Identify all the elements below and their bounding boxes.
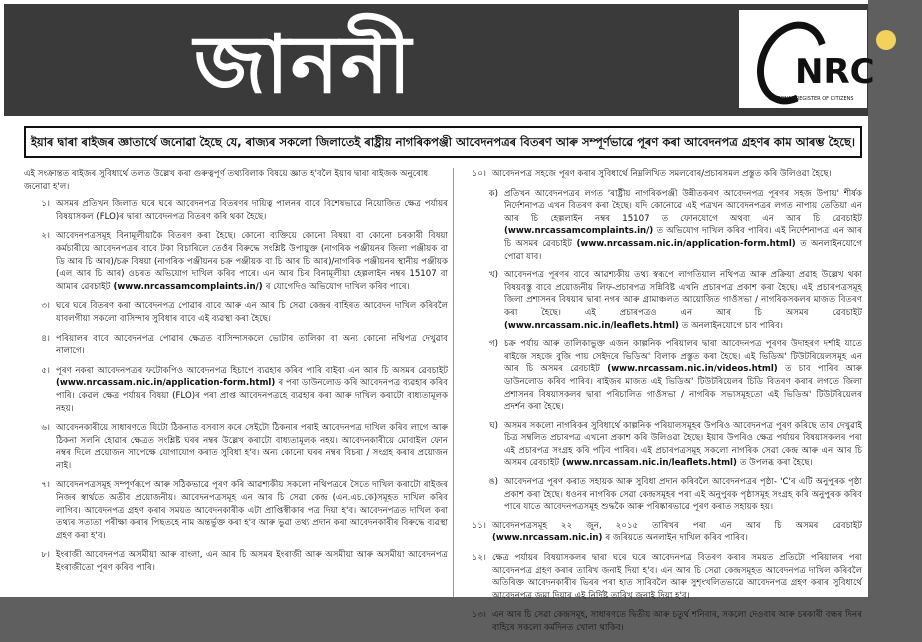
item-text-part: এন আৰ চি সেৱা কেন্দ্ৰসমূহ, সাধাৰণতে দ্বিতীয় আৰু চতুৰ্থ শনিবাৰ, সকলো দেওবাৰ আৰু চৰকাৰী বন্ধৰ দিনৰ বাহিৰে সকলো কৰ্মদিনত খোলা থাকিব। <box>492 610 862 633</box>
item-number: ৫। <box>41 365 50 376</box>
right-list-item <box>480 188 862 264</box>
item-text-part: চক্ৰ পৰ্যায় আৰু তালিকাভুক্ত এজন কাল্পনিক পৰিয়ালৰ দ্বাৰা আবেদনপত্ৰ পূৰণৰ উদাহৰণ দৰ্শাই যাতে ৰাইজে সহজে বুজি পায় সেইদৰে ভিডিঅ' বিলাক প্ৰস্তুত কৰা হৈছে। এই ভিডিঅ' টিউটৰিয়েলসমূহ এন আৰ চি অসমৰ ৱেবচাইট <box>504 339 863 375</box>
item-text-part: পৰিয়ালৰ বাবে আবেদনপত্ৰ পোৱাৰ ক্ষেত্ৰত বাসিন্দাসকলে ভোটাৰ তালিকা বা অন্য কোনো নথিপত্ৰ দেখুৱাব নালাগে। <box>56 333 448 357</box>
website-link[interactable]: (www.nrcassam.nic.in/leaflets.html) <box>504 320 682 331</box>
right-list-item <box>460 552 862 602</box>
left-list-item <box>24 549 448 574</box>
item-text-part: আবেদনপত্ৰসমূহ বিনামূলীয়াকৈ বিতৰণ কৰা হৈছে। কোনো ব্যক্তিয়ে কোনো বিষয়া বা কোনো চৰকাৰী বিষয়া কৰ্মচাৰীয়ে আবেদনপত্ৰৰ বাবে টকা বিচাৰিলে তেওঁৰ বিৰুদ্ধে সংশ্লিষ্ট উপায়ুক্ত (নাগৰিক পঞ্জীয়নৰ জিলা পঞ্জীয়ক বা ডি আৰ চি আৰ)/চক্ৰ বিষয়া (নাগৰিক পঞ্জীয়নৰ চক্ৰ পঞ্জীয়ক বা চি আৰ চি আৰ)/নাগৰিক পঞ্জীয়নৰ স্থানীয় পঞ্জীয়ক (এল আৰ চি আৰ) ওচৰত অভিযোগ দাখিল কৰিব পাৰে। এন আৰ চিৰ বিনামূলীয়া হেল্পলাইন নম্বৰ 15107 বা আমাৰ ৱেবচাইট <box>56 231 448 292</box>
website-link[interactable]: (www.nrcassam.nic.in/leaflets.html) <box>559 458 740 469</box>
item-text-part: ত উপলব্ধ কৰা হৈছে। <box>739 458 813 469</box>
item-text <box>492 552 862 602</box>
notice-box: ইয়াৰ দ্বাৰা ৰাইজৰ জ্ঞাতাৰ্থে জনোৱা হৈছে যে, ৰাজ্যৰ সকলো জিলাতেই ৰাষ্ট্ৰীয় নাগৰিকপঞ্জী আবেদনপত্ৰৰ বিতৰণ আৰু সম্পূৰ্ণভাৱে পূৰণ কৰা আবেদনপত্ৰ গ্ৰহণৰ কাম আৰম্ভ হৈছে। <box>24 126 862 158</box>
right-list-item <box>460 520 862 545</box>
right-column <box>460 168 862 642</box>
item-number: খ) <box>489 270 498 281</box>
item-number: ১। <box>41 199 50 210</box>
right-list-item <box>480 338 862 414</box>
item-text <box>504 338 862 414</box>
website-link[interactable]: (www.nrcassam.nic.in) <box>492 533 606 544</box>
item-text <box>56 198 448 223</box>
website-link[interactable]: (www.nrcassam.nic.in/videos.html) <box>599 364 786 375</box>
item-text <box>56 422 448 472</box>
column-divider <box>453 168 454 597</box>
left-list-item <box>24 422 448 472</box>
item-text-part: আবেদনপত্ৰসমূহ ২২ জুন, ২০১৫ তাৰিখৰ পৰা এন আৰ চি অসমৰ ৱেবচাইট <box>492 520 862 531</box>
item-text <box>56 230 448 293</box>
item-number: ৩। <box>41 301 50 312</box>
right-list-item <box>460 168 862 181</box>
left-column <box>24 168 448 582</box>
item-number: ৭। <box>41 480 50 491</box>
item-text <box>504 269 862 332</box>
left-list-item <box>24 230 448 293</box>
item-text-part: অসমৰ সকলো নাগৰিকৰ সুবিধাৰ্থে কাল্পনিক পৰিয়ালসমূহৰ উপৰিও আবেদনপত্ৰ পূৰণ কৰিছে তাৰ দেখুৱাই চিত্ৰ সম্বলিত প্ৰচাৰপত্ৰ এখনো প্ৰকাশ কৰি উলিওৱা হৈছে। ইয়াৰ উপৰিও ক্ষেত্ৰ পৰ্যায়ৰ বিষয়াসকলৰ পৰা এই প্ৰচাৰপত্ৰ সংগ্ৰহ কৰি পঢ়িব পাৰিব। এই প্ৰচাৰপত্ৰসমূহ সকলো নাগৰিক সেৱা কেন্দ্ৰ আৰু এন আৰ চি অসমৰ ৱেবচাইট <box>504 420 862 469</box>
item-text-part: ত চাব পাৰিব আৰু ডাউনলোড কৰিব পাৰিব। ৰাইজৰ মাজত এই ভিডিঅ' টিউটৰিয়েলৰ চিডি বিতৰণ কৰাৰ লগতে জিলা প্ৰশাসনৰ বিষয়াসকলৰ দ্বাৰা পৰিচালিত গাওঁসভা / নাগৰিক সভাসমূহতো এই ভিডিঅ' টিউটৰিয়েলৰ প্ৰদৰ্শন কৰা হৈছে। <box>504 364 862 413</box>
item-text-part: ত অনলাইনযোগে পোৱা যাব। <box>504 238 863 262</box>
item-number: ১২। <box>471 553 486 564</box>
item-text-part: ইংৰাজী আবেদনপত্ৰ অসমীয়া আৰু বাংলা, এন আৰ চি অসমৰ ইংৰাজী আৰু অসমীয়া আৰু অসমীয়া আবেদনপত্ৰ ইংৰাজীতো পূৰণ কৰিব পাৰি। <box>56 550 448 574</box>
item-text-part: পূৰণ নকৰা আবেদনপত্ৰৰ ফটোকপিও আবেদনপত্ৰ হিচাপে ব্যৱহাৰ কৰিব পাৰি বাইবা এন আৰ চি অসমৰ ৱেবচাইট <box>56 365 448 376</box>
item-text-part: আবেদনপত্ৰসমূহ সম্পূৰ্ণৰূপে আৰু সঠিকভাৱে পূৰণ কৰি আৱশ্যকীয় সকলো নথিপত্ৰৰে সৈতে দাখিল কৰাটো ৰাইজৰ নিজৰ স্বাৰ্থতে অতীব প্ৰয়োজনীয়। আবেদনপত্ৰসমূহ এন আৰ চি সেৱা কেন্দ্ৰ (এন.এচ.কে)সমূহত দাখিল কৰিব লাগিব। আবেদনপত্ৰ গ্ৰহণ কৰাৰ সময়ত আবেদনকাৰীক এটা প্ৰাপ্তিস্বীকাৰ পত্ৰ দিয়া হ'ব। আবেদনপত্ৰত দাখিল কৰা তথ্যৰ সত্যতা পৰীক্ষা কৰাৰ পিছতহে নাম অন্তৰ্ভুক্ত কৰা হ'ব আৰু ভুৱা তথ্য প্ৰদান কৰা আবেদনকাৰীৰ বিৰুদ্ধে ব্যৱস্থা গ্ৰহণ কৰা হ'ব। <box>56 480 448 541</box>
item-number: ১৩। <box>471 610 486 621</box>
item-number: ২। <box>41 231 50 242</box>
item-text <box>56 300 448 325</box>
item-text-part: ঘৰে ঘৰে বিতৰণ কৰা আবেদনপত্ৰ পোৱাৰ বাবে আৰু এন আৰ চি সেৱা কেন্দ্ৰৰ বাহিৰত আবেদন দাখিল কৰিবলৈ যাবলগীয়া সকলো বাসিন্দাৰ সুবিধাৰ বাবে এই ব্যৱস্থা কৰা হৈছে। <box>56 301 448 324</box>
item-text <box>504 420 862 470</box>
item-text <box>56 479 448 542</box>
item-text-part: আবেদনপত্ৰ পূৰণ কৰাত সহায়ক আৰু সুবিধা প্ৰদান কৰিবলৈ আবেদনপত্ৰৰ পৃষ্ঠা- 'C'ৰ এটি অনুপুৰক পৃষ্ঠা প্ৰকাশ কৰা হৈছে। ধওনৰ নাগৰিক সেৱা কেন্দ্ৰসমূহৰ পৰা এই অনুপুৰক পৃষ্ঠাসমূহ সংগ্ৰহ কৰি অনুপুৰক কৰিব পাৰে যাতে আবেদনপত্ৰসমূহ শুদ্ধকৈ আৰু পৰিষ্কাৰভাৱে পূৰণ কৰাত সহায়ক হয়। <box>504 477 862 513</box>
intro-text: এই সংক্ৰান্তত ৰাইজৰ সুবিধাৰ্থে তলত উল্লেখ কৰা গুৰুত্বপূৰ্ণ তথ্যবিলাক বিষয়ে জ্ঞাত হ'বলৈ ইয়াৰ দ্বাৰা ৰাইজক অনুৰোধ জনোৱা হ'ল। <box>24 169 429 192</box>
item-number: ৬। <box>41 423 50 434</box>
left-list-item <box>24 479 448 542</box>
left-list-item <box>24 198 448 223</box>
item-number: ১০। <box>471 169 486 179</box>
logo-text: NRC <box>795 52 875 92</box>
item-number: ৪। <box>41 333 50 344</box>
item-text <box>504 476 862 514</box>
lightbulb-icon[interactable] <box>876 30 896 50</box>
item-text <box>492 168 862 181</box>
item-text-part: আবেদনপত্ৰ পূৰণৰ বাবে আৱশ্যকীয় তথ্য স্বৰূপে লাগতিয়াল নথিপত্ৰ আৰু প্ৰক্ৰিয়া প্ৰৱাহ উল্লেখ থকা বিষয়বস্তু বাবে প্ৰয়োজনীয় লিফ-প্ৰচাৰপত্ৰ সন্নিবিষ্ট এখনি প্ৰচাৰপত্ৰ প্ৰকাশ কৰা হৈছে। এই প্ৰচাৰপত্ৰসমূহ জিলা প্ৰশাসনৰ বিষয়াৰ দ্বাৰা নগৰ আৰু গ্ৰামাঞ্চলত আয়োজিত গাওঁসভা / নাগৰিকসকলৰ মাজত বিতৰণ কৰা হৈছে। এই প্ৰচাৰপত্ৰও এন আৰ চি অসমৰ ৱেবচাইট <box>504 270 862 318</box>
page-title: জাননী <box>194 17 414 111</box>
item-text-part: অসমৰ প্ৰতিখন জিলাত ঘৰে ঘৰে আবেদনপত্ৰ বিতৰণৰ দায়িত্ব পালনৰ বাবে বিশেষভাৱে নিয়োজিত ক্ষেত্ৰ পৰ্যায়ৰ বিষয়াসকল (FLO)ৰ দ্বাৰা আবেদনপত্ৰ বিতৰণ কৰি থকা হৈছে। <box>56 199 448 222</box>
item-text <box>56 549 448 574</box>
item-text-part: আবেদনপত্ৰ সহজে পূৰণ কৰাৰ সুবিধাৰ্থে নিম্নলিখিত সমলবোৰ/প্ৰচাৰসমল প্ৰস্তুত কৰি উলিওৱা হৈছে। <box>492 169 832 179</box>
website-link[interactable]: (www.nrcassam.nic.in/application-form.html) <box>56 378 279 389</box>
item-text-part: ৰ পৰা ডাউনলোড কৰি আবেদনপত্ৰ ব্যৱহাৰ কৰিব পাৰি। কেৱল ক্ষেত্ৰ পৰ্যায়ৰ বিষয়া (FLO)ৰ পৰা প্ৰাপ্ত আবেদনপত্ৰহে ব্যৱহাৰ কৰা আৰু দাখিল কৰাটো বাধ্যতামূলক নহয়। <box>56 378 449 414</box>
item-text <box>56 333 448 358</box>
right-list-item <box>460 609 862 634</box>
item-text-part: প্ৰতিখন আবেদনপত্ৰৰ লগত 'ৰাষ্ট্ৰীয় নাগৰিকপঞ্জী উন্নীতকৰণ আবেদনপত্ৰ পূৰণৰ সহজ উপায়' শীৰ্ষক নিৰ্দেশনাপত্ৰ এখন বিতৰণ কৰা হৈছে। যদি কোনোৱে এই পত্ৰখন আবেদনপত্ৰৰ লগত নাপায় তেতিয়া এন আৰ চি হেল্পলাইন নম্বৰ 15107 ত ফোনযোগে অথবা এন আৰ চি ৱেবচাইট <box>504 188 862 224</box>
item-number: ঘ) <box>489 420 498 431</box>
website-link[interactable]: (www.nrcassamcomplaints.in/) <box>110 281 266 292</box>
right-list-item <box>480 420 862 470</box>
item-text-part: ৰ জৰিয়তে অনলাইন দাখিল কৰিব পাৰিব। <box>605 533 748 544</box>
left-list-item <box>24 333 448 358</box>
item-number: ঙ) <box>488 477 498 488</box>
left-list-item <box>24 300 448 325</box>
nrc-logo <box>739 10 875 108</box>
item-number: ৮। <box>41 550 50 561</box>
item-number: গ) <box>489 339 498 350</box>
item-text <box>492 609 862 634</box>
item-text-part: আবেদনকাৰীয়ে সাধাৰণতে যিটো ঠিকনাত বসবাস কৰে সেইটো ঠিকনাৰ পৰাই আবেদনপত্ৰ দাখিল কৰিব লাগে আৰু ঠিকনা সলনি হোৱাৰ ক্ষেত্ৰত সংশ্লিষ্ট ঘৰৰ নম্বৰ উল্লেখ কৰাটো বাধ্যতামূলক নহয়। আবেদনকাৰীয়ে মোবাইল ফোন নম্বৰ দিলে প্ৰয়োজন সাপেক্ষে যোগাযোগ কৰাত সুবিধা হ'ব। অন্য কোনো ঘৰৰ নম্বৰ বিচৰা / সংগ্ৰহ কৰাৰ প্ৰয়োজন নাই। <box>56 423 448 471</box>
item-number: ১১। <box>471 520 486 531</box>
website-link[interactable]: (www.nrcassam.nic.in/application-form.html) <box>571 238 801 249</box>
left-list-item <box>24 365 448 415</box>
logo-subtitle: NATIONAL REGISTER OF CITIZENS <box>769 96 854 102</box>
item-number: ক) <box>488 188 498 199</box>
item-text-part: ক্ষেত্ৰ পৰ্যায়ৰ বিষয়াসকলৰ দ্বাৰা ঘৰে ঘৰে আবেদনপত্ৰ বিতৰণ কৰাৰ সময়ত প্ৰতিটো পৰিয়ালৰ পৰা আবেদনপত্ৰ গ্ৰহণ কৰাৰ তাৰিখ জনাই দিয়া হ'ব। এন আৰ চি সেৱা কেন্দ্ৰসমূহত আবেদনপত্ৰ দাখিল কৰিবলৈ অতিৰিক্ত আবেদনকাৰীৰ ভিৰৰ পৰা হাত সাৰিবলৈ আৰু সুশৃংখলিতভাৱে আবেদনপত্ৰ গ্ৰহণ কৰাৰ সুবিধাৰ্থে আবেদনপত্ৰ জমা দিয়াৰ এই নিৰ্দিষ্ট তাৰিখ জনাই দিয়া হ'ব। <box>492 553 862 601</box>
item-text <box>56 365 448 415</box>
right-list-item <box>480 269 862 332</box>
right-list-item <box>480 476 862 514</box>
item-text-part: ত অনলাইনযোগে চাব পাৰিব। <box>681 320 783 331</box>
website-link[interactable]: (www.nrcassamcomplaints.in/) <box>504 226 657 237</box>
header-banner <box>4 4 875 116</box>
item-text <box>504 188 862 264</box>
item-text <box>492 520 862 545</box>
item-text-part: ৰ যোগেদিও অভিযোগ দাখিল কৰিব পাৰে। <box>265 281 410 292</box>
item-text-part: ত অভিযোগ দাখিল কৰিব পাৰিব। এই নিৰ্দেশনাপত্ৰ এন আৰ চি অসমৰ ৱেবচাইট <box>504 226 862 249</box>
